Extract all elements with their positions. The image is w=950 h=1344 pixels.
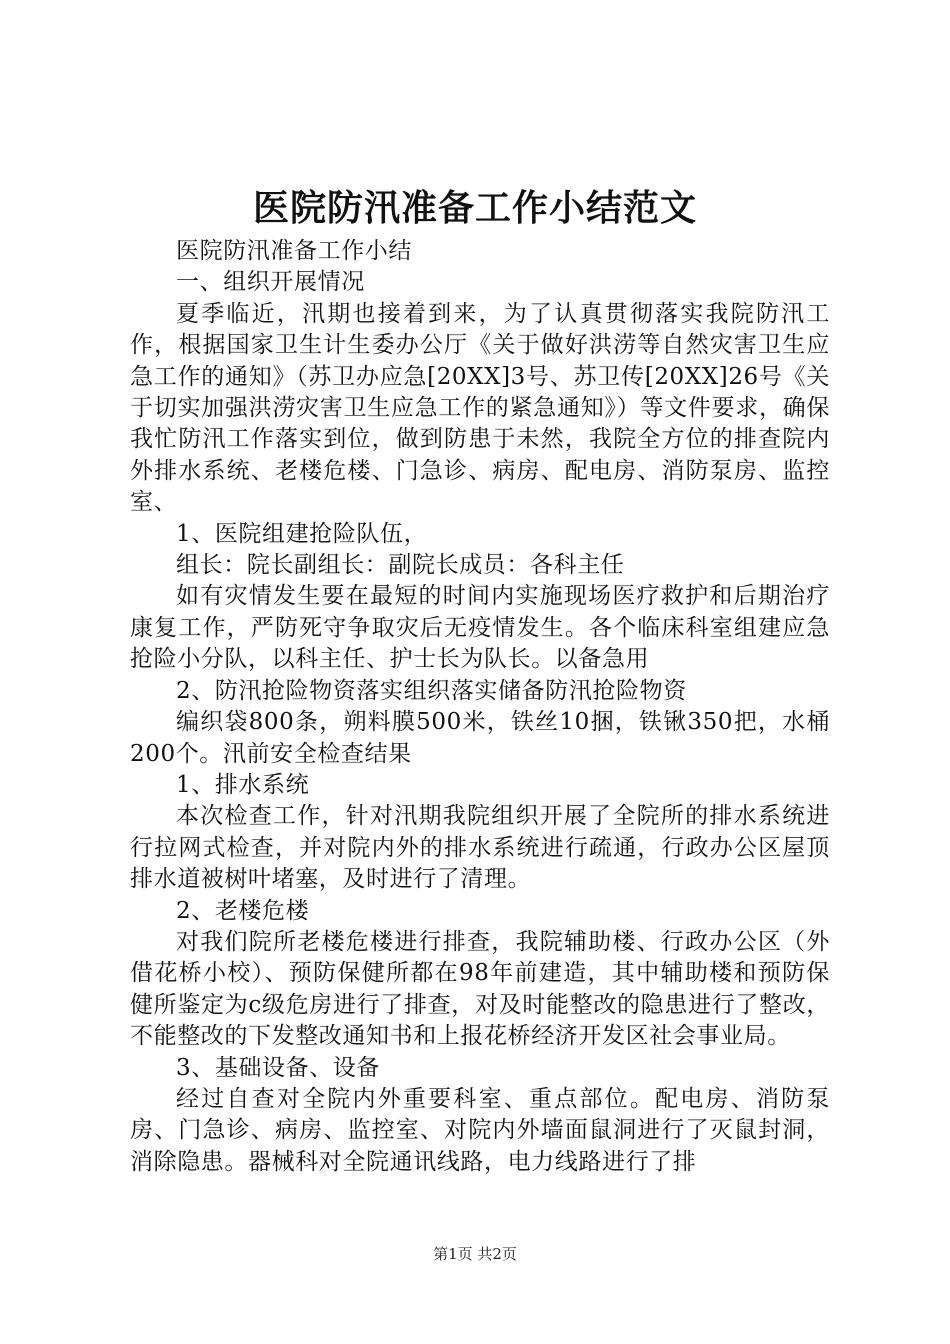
- section-heading: 3、基础设备、设备: [176, 1054, 381, 1081]
- paragraph: 经过自查对全院内外重要科室、重点部位。配电房、消防泵房、门急诊、病房、监控室、对院内外墙面鼠洞进行了灭鼠封洞，消除隐患。器械科对全院通讯线路，电力线路进行了排: [130, 1085, 830, 1175]
- section-heading: 2、防汛抢险物资落实组织落实储备防汛抢险物资: [176, 677, 687, 704]
- paragraph: 夏季临近，汛期也接着到来，为了认真贯彻落实我院防汛工作，根据国家卫生计生委办公厅《关于做好洪涝等自然灾害卫生应急工作的通知》（苏卫办应急[20XX]3号、苏卫传[20XX]26号《关于切实加强洪涝灾害卫生应急工作的紧急通知》）等文件要求，确保我忙防汛工作落实到位，做到防患于未然，我院全方位的排查院内外排水系统、老楼危楼、门急诊、病房、配电房、消防泵房、监控室、: [130, 300, 830, 516]
- paragraph: 医院防汛准备工作小结: [176, 238, 412, 264]
- document-body: [130, 236, 830, 1178]
- paragraph: 编织袋800条，朔料膜500米，铁丝10捆，铁锹350把，水桶200个。汛前安全检查结果: [130, 709, 830, 767]
- section-heading: 1、医院组建抢险队伍，: [176, 520, 428, 547]
- section-heading: 一、组织开展情况: [176, 269, 365, 296]
- paragraph: 对我们院所老楼危楼进行排查，我院辅助楼、行政办公区（外借花桥小校）、预防保健所都在98年前建造，其中辅助楼和预防保健所鉴定为c级危房进行了排查，对及时能整改的隐患进行了整改，不能整改的下发整改通知书和上报花桥经济开发区社会事业局。: [130, 928, 830, 1050]
- paragraph: 组长：院长副组长：副院长成员：各科主任: [176, 552, 625, 579]
- page-footer: 第1页 共2页: [433, 1245, 517, 1263]
- paragraph: 本次检查工作，针对汛期我院组织开展了全院所的排水系统进行拉网式检查，并对院内外的排水系统进行疏通，行政办公区屋顶排水道被树叶堵塞，及时进行了清理。: [130, 803, 830, 893]
- section-heading: 2、老楼危楼: [176, 897, 310, 924]
- section-heading: 1、排水系统: [176, 771, 310, 798]
- document-title: 医院防汛准备工作小结范文: [252, 187, 697, 229]
- paragraph: 如有灾情发生要在最短的时间内实施现场医疗救护和后期治疗康复工作，严防死守争取灾后无疫情发生。各个临床科室组建应急抢险小分队，以科主任、护士长为队长。以备急用: [130, 583, 830, 673]
